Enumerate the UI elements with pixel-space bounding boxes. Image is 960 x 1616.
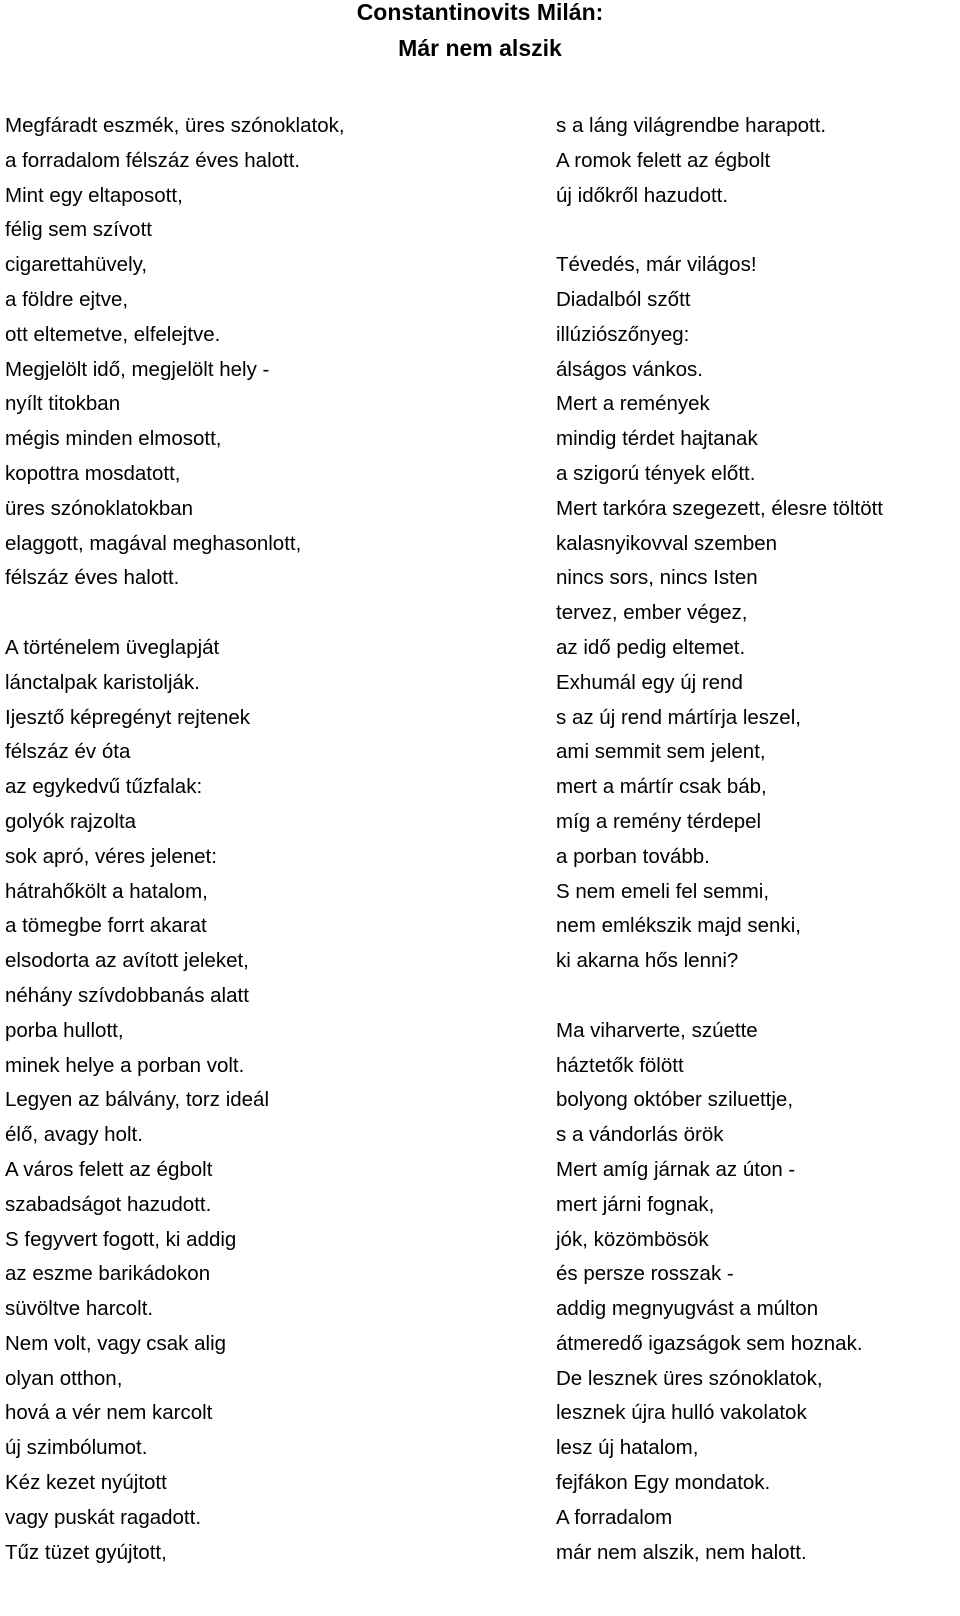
poem-line: bolyong október sziluettje, [556, 1088, 794, 1112]
poem-line: nincs sors, nincs Isten [556, 566, 758, 590]
poem-line: S nem emeli fel semmi, [556, 879, 770, 903]
poem-header [0, 0, 960, 66]
poem-line: De lesznek üres szónoklatok, [556, 1366, 823, 1390]
poem-line: hátrahőkölt a hatalom, [5, 879, 208, 903]
poem-line: átmeredő igazságok sem hoznak. [556, 1331, 863, 1355]
poem-line: üres szónoklatokban [5, 496, 194, 520]
poem-line: S fegyvert fogott, ki addig [5, 1227, 237, 1251]
poem-line: A történelem üveglapját [5, 635, 220, 659]
poem-line: tervez, ember végez, [556, 601, 748, 625]
poem-line: Megfáradt eszmék, üres szónoklatok, [5, 114, 345, 137]
poem-line: s a láng világrendbe harapott. [556, 114, 827, 137]
poem-line: mégis minden elmosott, [5, 427, 222, 451]
poem-line: vagy puskát ragadott. [5, 1505, 202, 1529]
poem-line: Mint egy eltaposott, [5, 183, 183, 207]
poem-line: mert a mártír csak báb, [556, 775, 767, 799]
poem-line: A forradalom [556, 1505, 673, 1529]
poem-line: néhány szívdobbanás alatt [5, 983, 249, 1007]
poem-line: mert járni fognak, [556, 1192, 715, 1216]
poem-line: a porban tovább. [556, 844, 710, 868]
poem-line: olyan otthon, [5, 1366, 123, 1390]
poem-left-column [5, 109, 525, 1570]
poem-line: ami semmit sem jelent, [556, 740, 766, 764]
poem-line: Tévedés, már világos! [556, 253, 757, 277]
poem-line: a tömegbe forrt akarat [5, 914, 207, 938]
poem-line: jók, közömbösök [556, 1227, 709, 1251]
poem-line: golyók rajzolta [5, 809, 137, 833]
poem-line: az eszme barikádokon [5, 1262, 211, 1286]
author-name: Constantinovits Milán: [356, 0, 604, 25]
poem-line: porba hullott, [5, 1018, 124, 1042]
stanza-break [556, 979, 956, 1014]
poem-line: addig megnyugvást a múlton [556, 1297, 819, 1321]
poem-line: Tűz tüzet gyújtott, [5, 1540, 167, 1564]
poem-line: már nem alszik, nem halott. [556, 1540, 807, 1564]
poem-line: ki akarna hős lenni? [556, 949, 739, 973]
poem-line: s a vándorlás örök [556, 1123, 724, 1147]
poem-line: Ijesztő képregényt rejtenek [5, 705, 250, 729]
poem-line: A város felett az égbolt [5, 1157, 213, 1181]
poem-line: Megjelölt idő, megjelölt hely - [5, 357, 270, 381]
poem-line: illúziószőnyeg: [556, 322, 690, 346]
stanza-break [556, 213, 956, 248]
poem-line: nem emlékszik majd senki, [556, 914, 801, 938]
poem-line: lesznek újra hulló vakolatok [556, 1401, 807, 1425]
poem-line: minek helye a porban volt. [5, 1053, 245, 1077]
poem-line: elaggott, magával meghasonlott, [5, 531, 302, 555]
poem-line: sok apró, véres jelenet: [5, 844, 217, 868]
stanza-break [5, 596, 525, 631]
poem-line: Ma viharverte, szúette [556, 1018, 758, 1042]
poem-line: Exhumál egy új rend [556, 670, 743, 694]
poem-line: és persze rosszak - [556, 1262, 734, 1286]
poem-line: Mert a remények [556, 392, 710, 416]
poem-line: fejfákon Egy mondatok. [556, 1471, 771, 1495]
poem-line: félszáz év óta [5, 740, 131, 764]
poem-right-column [556, 109, 956, 1570]
poem-line: s az új rend mártírja leszel, [556, 705, 801, 729]
poem-line: Kéz kezet nyújtott [5, 1471, 167, 1495]
poem-line: új időkről hazudott. [556, 183, 729, 207]
poem-line: süvöltve harcolt. [5, 1297, 154, 1321]
poem-line: az idő pedig eltemet. [556, 635, 746, 659]
poem-line: kalasnyikovval szemben [556, 531, 778, 555]
poem-line: Legyen az bálvány, torz ideál [5, 1088, 270, 1112]
poem-line: álságos vánkos. [556, 357, 704, 381]
poem-line: félszáz éves halott. [5, 566, 180, 590]
poem-line: míg a remény térdepel [556, 809, 762, 833]
poem-line: kopottra mosdatott, [5, 461, 181, 485]
poem-line: Mert amíg járnak az úton - [556, 1157, 796, 1181]
poem-line: elsodorta az avított jeleket, [5, 949, 249, 973]
poem-line: lesz új hatalom, [556, 1436, 699, 1460]
poem-line: Diadalból szőtt [556, 287, 691, 311]
poem-line: lánctalpak karistolják. [5, 670, 200, 694]
poem-line: háztetők fölött [556, 1053, 684, 1077]
poem-line: félig sem szívott [5, 218, 152, 242]
poem-line: szabadságot hazudott. [5, 1192, 212, 1216]
poem-line: cigarettahüvely, [5, 253, 148, 277]
poem-line: új szimbólumot. [5, 1436, 148, 1460]
poem-line: A romok felett az égbolt [556, 148, 771, 172]
poem-line: nyílt titokban [5, 392, 121, 416]
poem-line: a szigorú tények előtt. [556, 461, 756, 485]
poem-line: a forradalom félszáz éves halott. [5, 148, 301, 172]
poem-line: ott eltemetve, elfelejtve. [5, 322, 221, 346]
poem-line: mindig térdet hajtanak [556, 427, 758, 451]
poem-line: élő, avagy holt. [5, 1123, 143, 1147]
poem-line: Mert tarkóra szegezett, élesre töltött [556, 496, 883, 520]
poem-line: hová a vér nem karcolt [5, 1401, 213, 1425]
poem-line: az egykedvű tűzfalak: [5, 775, 203, 799]
poem-line: Nem volt, vagy csak alig [5, 1331, 227, 1355]
poem-title: Már nem alszik [398, 35, 562, 61]
poem-line: a földre ejtve, [5, 287, 129, 311]
